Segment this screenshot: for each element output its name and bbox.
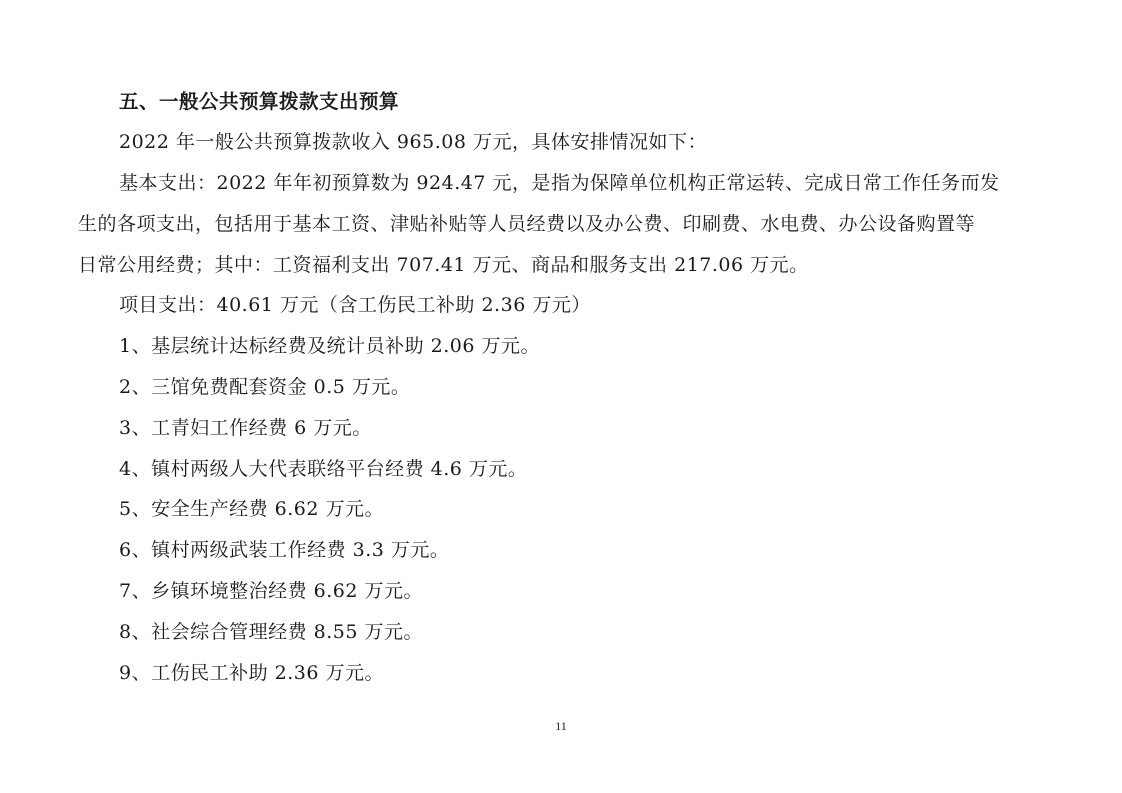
list-item: 4、镇村两级人大代表联络平台经费 4.6 万元。 xyxy=(119,458,528,480)
basic-expenditure-line-3: 日常公用经费；其中：工资福利支出 707.41 万元、商品和服务支出 217.06 万元。 xyxy=(78,254,809,276)
list-item: 2、三馆免费配套资金 0.5 万元。 xyxy=(119,376,411,398)
basic-expenditure-line-1: 基本支出：2022 年年初预算数为 924.47 元，是指为保障单位机构正常运转、完成日常工作任务而发 xyxy=(119,172,1000,194)
list-item: 9、工伤民工补助 2.36 万元。 xyxy=(119,662,384,684)
list-item: 8、社会综合管理经费 8.55 万元。 xyxy=(119,621,423,643)
list-item: 5、安全生产经费 6.62 万元。 xyxy=(119,498,384,520)
project-expenditure-paragraph: 项目支出：40.61 万元（含工伤民工补助 2.36 万元） xyxy=(119,294,591,316)
basic-expenditure-line-2: 生的各项支出，包括用于基本工资、津贴补贴等人员经费以及办公费、印刷费、水电费、办公设备购置等 xyxy=(78,213,976,235)
list-item: 1、基层统计达标经费及统计员补助 2.06 万元。 xyxy=(119,335,540,357)
list-item: 7、乡镇环境整治经费 6.62 万元。 xyxy=(119,580,423,602)
list-item: 6、镇村两级武装工作经费 3.3 万元。 xyxy=(119,539,450,561)
page-number: 11 xyxy=(555,719,567,733)
intro-paragraph: 2022 年一般公共预算拨款收入 965.08 万元，具体安排情况如下： xyxy=(119,131,707,153)
list-item: 3、工青妇工作经费 6 万元。 xyxy=(119,417,372,439)
section-heading: 五、一般公共预算拨款支出预算 xyxy=(119,90,400,113)
